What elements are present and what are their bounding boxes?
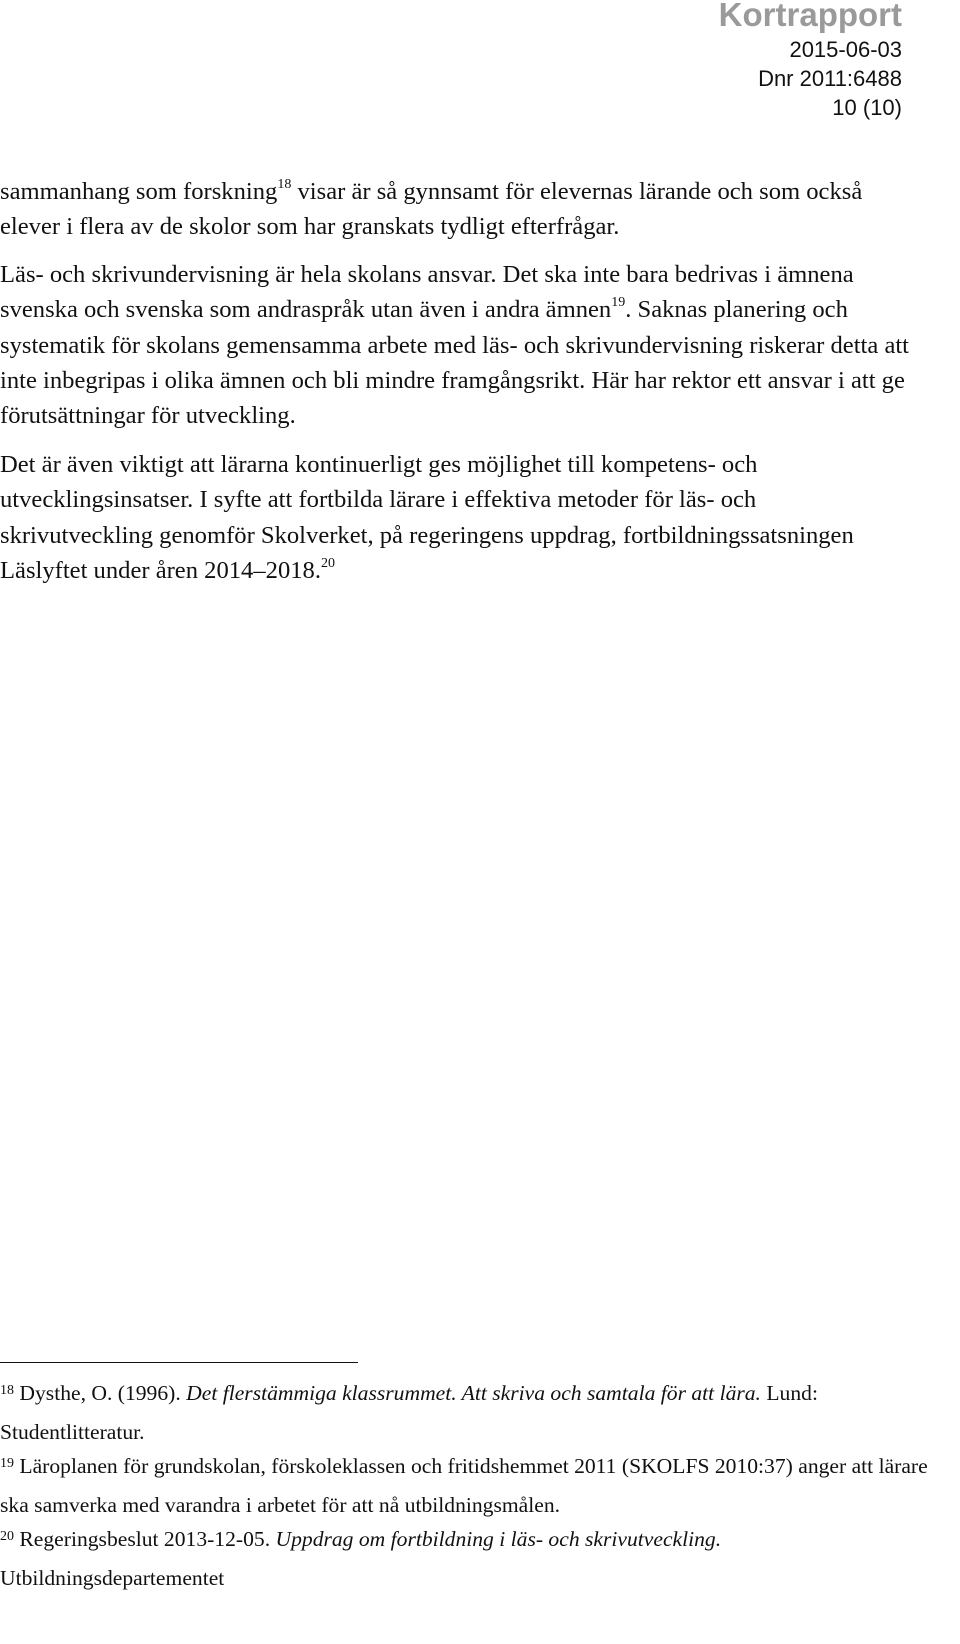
footnote-number: 20	[0, 1529, 14, 1544]
document-body	[0, 174, 915, 588]
footnote-title: Det flerstämmiga klassrummet. Att skriva och samtala för att lära.	[186, 1381, 761, 1405]
paragraph-2-text-a: Läs- och skrivundervisning är hela skolans ansvar. Det ska inte bara bedrivas i ämnena svenska och svenska som andraspråk utan även i andra ämnen	[0, 260, 854, 324]
footnote-text: Läroplanen för grundskolan, förskoleklassen och fritidshemmet 2011 (SKOLFS 2010:37) anger att lärare ska samverka med varandra i arbetet för att nå utbildningsmålen.	[0, 1454, 928, 1517]
footnotes	[0, 1376, 940, 1595]
document-date: 2015-06-03	[789, 37, 902, 62]
page-header	[719, 0, 902, 122]
footnote-ref-19[interactable]: 19	[611, 295, 626, 311]
paragraph-3	[0, 447, 915, 589]
footnote-number: 19	[0, 1456, 14, 1471]
footnote-ref-18[interactable]: 18	[277, 176, 292, 192]
document-dnr: Dnr 2011:6488	[758, 66, 902, 91]
footnote-18	[0, 1376, 940, 1449]
paragraph-1	[0, 174, 915, 245]
footnote-20	[0, 1522, 940, 1595]
footnote-ref-20[interactable]: 20	[321, 555, 335, 571]
footnote-number: 18	[0, 1383, 14, 1398]
footnote-text: Dysthe, O. (1996).	[14, 1381, 187, 1405]
paragraph-3-text: Det är även viktigt att lärarna kontinuerligt ges möjlighet till kompetens- och utvecklingsinsatser. I syfte att fortbilda lärare i effektiva metoder för läs- och skrivutveckling genomför Skolverket, på regeringens uppdrag, fortbildningssatsningen Läslyftet under åren 2014–2018.	[0, 450, 854, 585]
footnote-separator	[0, 1362, 358, 1363]
page-number: 10 (10)	[832, 95, 902, 120]
paragraph-1-text-b: visar är så gynnsamt för elevernas lärande och som också elever i flera av de skolor som har granskats tydligt efterfrågar.	[0, 178, 863, 241]
document-title: Kortrapport	[718, 0, 902, 33]
footnote-text-end: Utbildningsdepartementet	[0, 1565, 225, 1590]
footnote-text: Regeringsbeslut 2013-12-05.	[14, 1527, 276, 1551]
paragraph-2-text-b: . Saknas planering och systematik för skolans gemensamma arbete med läs- och skrivundervisning riskerar detta att inte inbegripas i olika ämnen och bli mindre framgångsrikt. Här har rektor ett ansvar i att ge förutsättningar för utveckling.	[0, 296, 910, 430]
footnote-19	[0, 1449, 940, 1522]
paragraph-1-text-a: sammanhang som forskning	[0, 178, 278, 205]
footnote-title: Uppdrag om fortbildning i läs- och skrivutveckling.	[275, 1527, 722, 1551]
paragraph-2	[0, 257, 915, 434]
footnote-text-end: Lund: Studentlitteratur.	[0, 1381, 818, 1444]
